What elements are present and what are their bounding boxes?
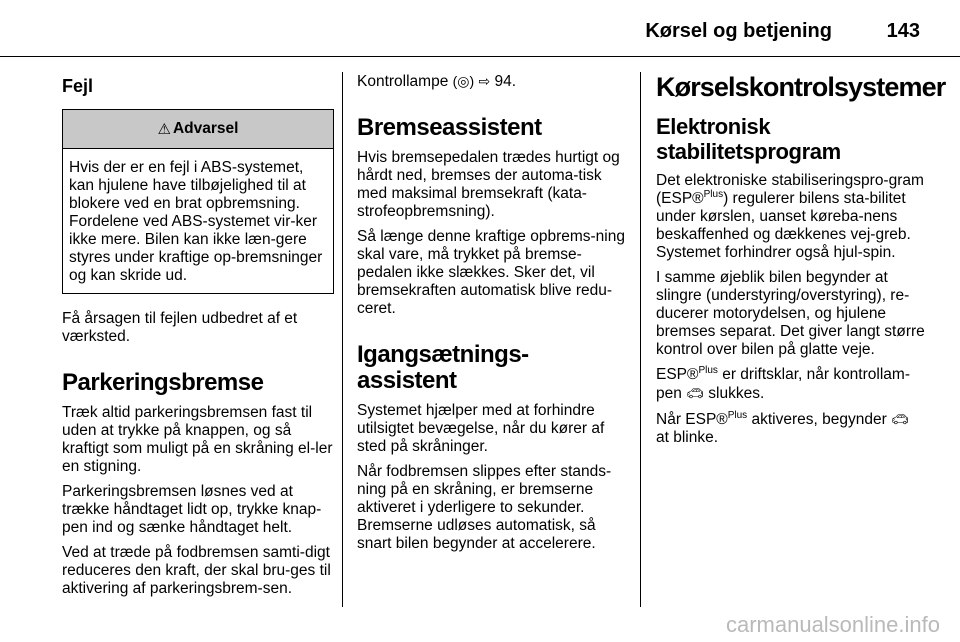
paragraph: Hvis bremsepedalen trædes hurtigt og hårdt ned, bremses der automa-tisk med maksimal bremsekraft (kata-strofeopbremsning). <box>357 149 620 220</box>
heading-koerselskontrolsystemer: Kørselskontrolsystemer <box>656 72 946 102</box>
superscript-plus: Plus <box>727 409 748 421</box>
warning-body <box>63 149 333 293</box>
page-number: 143 <box>886 20 920 42</box>
watermark: carmanualsonline.info <box>725 612 940 637</box>
column-divider <box>640 72 641 607</box>
paragraph: Ved at træde på fodbremsen samti-digt reduceres den kraft, der skal bru-ges til aktivering af parkeringsbrem-sen. <box>62 544 331 597</box>
page-reference-arrow-icon: ⇨ <box>478 73 491 89</box>
control-lamp-line <box>357 72 627 91</box>
heading-fejl: Fejl <box>62 76 94 96</box>
paragraph <box>656 172 926 262</box>
header-title: Kørsel og betjening <box>645 20 832 42</box>
text-span: ) regulerer bilens sta-bilitet under kørslen, uanset køreba-nens beskaffenhed og dækkenes vej-greb. Systemet forhindrer også hjul-spin. <box>656 190 911 261</box>
text-span: er driftsklar, når kontrollam-pen <box>656 366 910 402</box>
warning-triangle-icon: ⚠ <box>157 121 171 138</box>
paragraph: Når fodbremsen slippes efter stands-ning på en skråning, er bremserne aktiveret i yderligere to sekunder. Bremserne udløses automatisk, så snart bilen begynder at accelerere. <box>357 463 612 552</box>
column-2 <box>357 72 627 560</box>
text-span: ESP® <box>656 366 699 383</box>
warning-text: Hvis der er en fejl i ABS-systemet, kan hjulene have tilbøjelighed til at blokere ved en brat opbremsning. Fordelene ved ABS-systemet vir-ker ikke mere. Bilen kan ikke læn-gere styres under kraftige op-bremsninger og kan skride ud. <box>69 159 323 284</box>
heading-elektronisk-stabilitetsprogram: Elektronisk stabilitetsprogram <box>656 114 841 164</box>
warning-title: Advarsel <box>172 120 239 137</box>
esp-skid-car-icon: 🚗︎ <box>686 385 704 401</box>
paragraph <box>656 366 926 403</box>
heading-igangsaetnings-assistent: Igangsætnings-assistent <box>357 341 529 394</box>
paragraph: Så længe denne kraftige opbrems-ning skal vare, må trykket på bremse-pedalen ikke slækkes. Sker det, vil bremsekraften automatisk blive redu-ceret. <box>357 228 625 317</box>
heading-parkeringsbremse: Parkeringsbremse <box>62 369 264 396</box>
paragraph: Få årsagen til fejlen udbedret af et værksted. <box>62 310 298 345</box>
paragraph: I samme øjeblik bilen begynder at slingre (understyring/overstyring), re-ducerer motorydelsen, og hjulene bremses separat. Det giver langt større kontrol over bilen på glatte veje. <box>656 269 925 358</box>
column-divider <box>342 72 343 607</box>
control-lamp-text: Kontrollampe <box>357 73 449 90</box>
esp-skid-car-icon: 🚗︎ <box>891 411 909 427</box>
column-1 <box>62 72 334 605</box>
heading-bremseassistent: Bremseassistent <box>357 114 542 141</box>
warning-header <box>63 110 333 149</box>
text-span: at blinke. <box>656 429 719 446</box>
text-span: Det elektroniske stabiliseringspro-gram (ESP® <box>656 172 924 207</box>
header-rule <box>0 56 960 57</box>
superscript-plus: Plus <box>698 364 718 376</box>
control-lamp-page-ref: 94. <box>494 73 517 90</box>
paragraph: Træk altid parkeringsbremsen fast til uden at trykke på knappen, og så kraftigt som muligt på en skråning el-ler en stigning. <box>62 404 333 475</box>
paragraph: Parkeringsbremsen løsnes ved at trække håndtaget lidt op, trykke knap-pen ind og sænke håndtaget helt. <box>62 483 322 536</box>
column-3 <box>656 72 946 454</box>
paragraph <box>656 410 926 447</box>
text-span: aktiveres, begynder <box>747 411 887 428</box>
text-span: slukkes. <box>708 385 765 402</box>
page-header <box>0 0 960 56</box>
text-span: Når ESP® <box>656 411 728 428</box>
brake-warning-lamp-icon: (◎) <box>452 73 475 89</box>
warning-box <box>62 109 334 294</box>
paragraph: Systemet hjælper med at forhindre utilsigtet bevægelse, når du kører af sted på skråninger. <box>357 402 605 455</box>
superscript-plus: Plus <box>703 188 724 200</box>
